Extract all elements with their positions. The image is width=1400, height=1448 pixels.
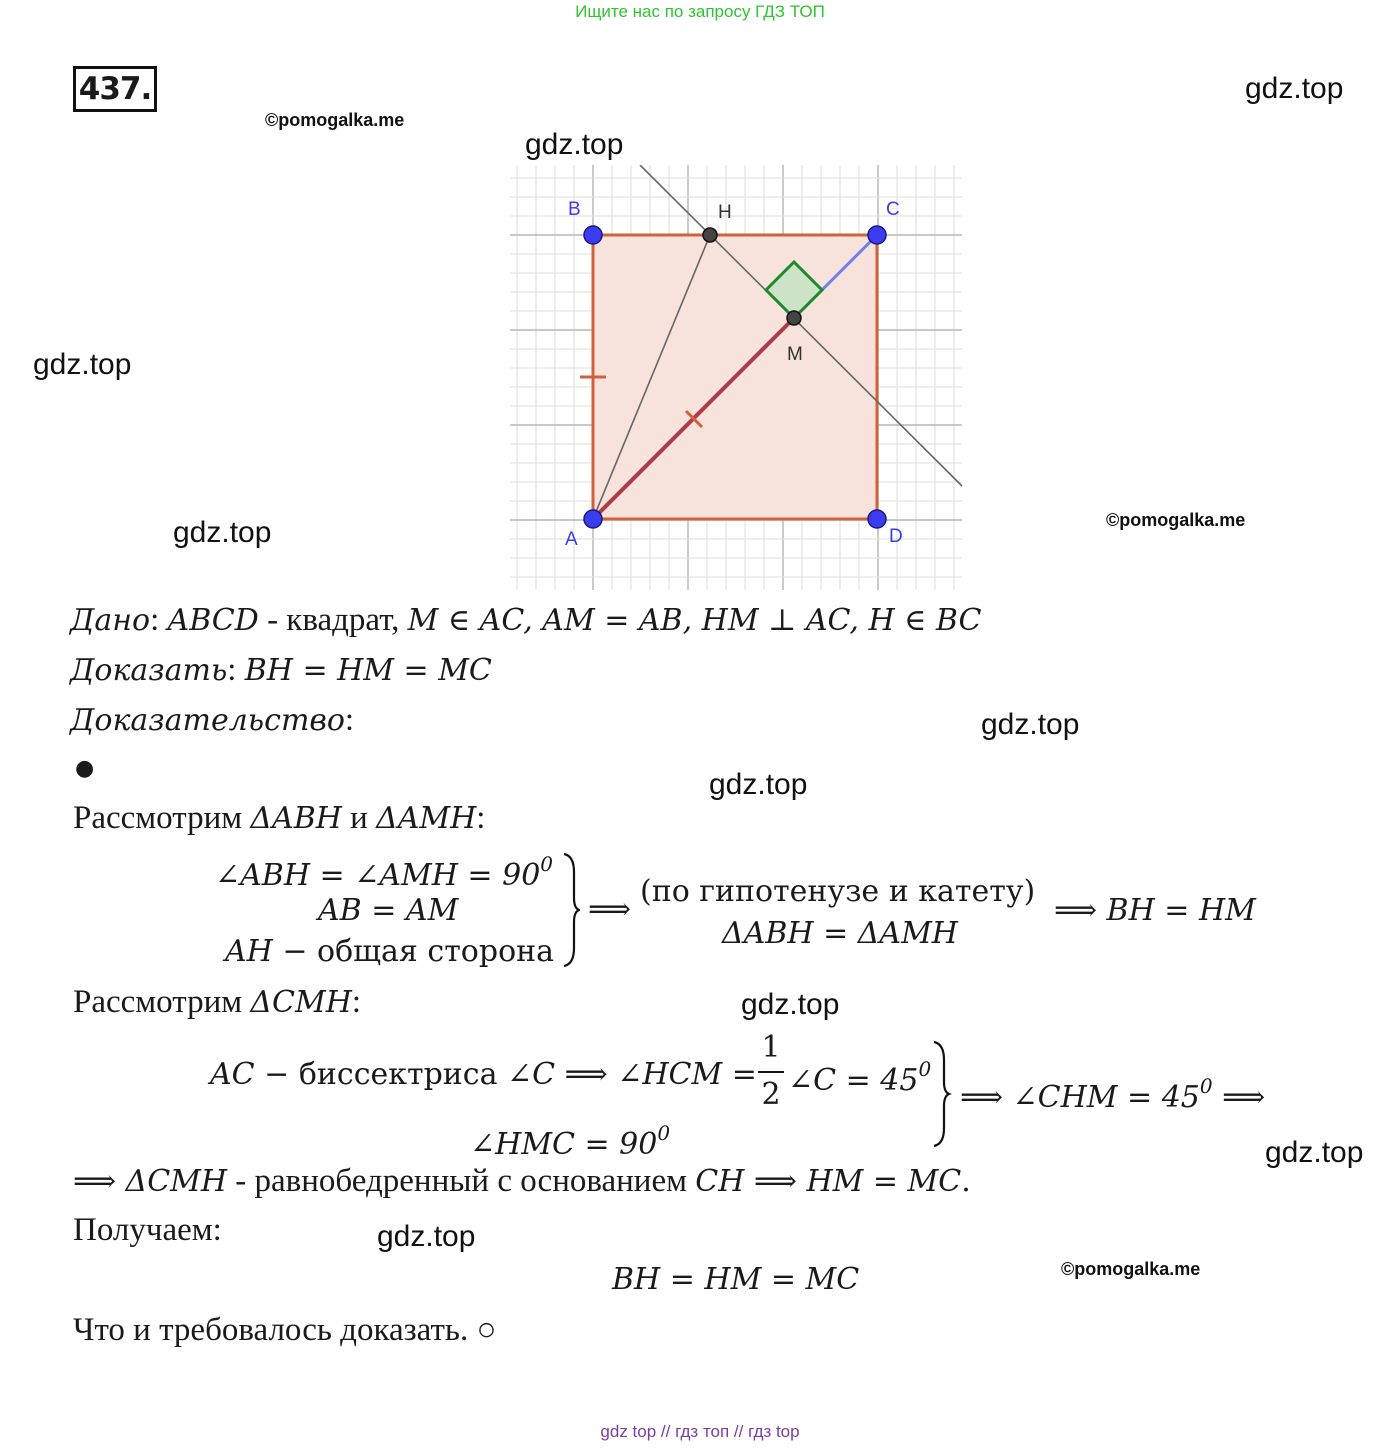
step1-line3: AH − общая сторона: [225, 934, 555, 969]
given-line: Дано: ABCD - квадрат, M ∈ AC, AM = AB, HM ⊥ AC, H ∈ BC: [70, 602, 982, 638]
given-abcd: ABCD: [167, 603, 259, 638]
step2-intro: Рассмотрим ΔCMH:: [73, 984, 362, 1020]
watermark-gdz: gdz.top: [981, 708, 1080, 741]
prove-label: Доказать: [70, 653, 228, 688]
proof-label: Доказательство: [70, 703, 345, 738]
step2-brace: [930, 1040, 952, 1148]
point-a: [584, 510, 602, 528]
step2-line2: ∠HMC = $90^0$: [470, 1121, 671, 1162]
watermark-gdz: gdz.top: [173, 516, 272, 549]
given-conditions: M ∈ AC, AM = AB, HM ⊥ AC, H ∈ BC: [407, 603, 982, 638]
point-d: [868, 510, 886, 528]
step2-line1-end: ∠C = $45^0$: [788, 1057, 932, 1098]
result-label: Получаем: [73, 1212, 213, 1248]
watermark-gdz: gdz.top: [1265, 1136, 1364, 1169]
step1-brace: [560, 852, 580, 968]
bullet: ●: [75, 756, 95, 781]
point-c: [868, 226, 886, 244]
prove-line: Доказать: BH = HM = MC: [70, 652, 492, 688]
step2-conclusion: ⟹ ΔCMH - равнобедренный с основанием CH ⟹ HM = MC.: [73, 1163, 971, 1199]
qed-line: Что и требовалось доказать. ○: [73, 1312, 497, 1348]
step1-result: ⟹ BH = HM: [1054, 893, 1256, 928]
step1-line2: AB = AM: [318, 893, 459, 928]
label-b: B: [568, 199, 581, 220]
label-a: A: [565, 529, 578, 550]
watermark-gdz: gdz.top: [525, 128, 624, 161]
geometry-figure: [510, 165, 970, 595]
final-statement: BH = HM = MC: [612, 1262, 860, 1297]
top-banner: Ищите нас по запросу ГДЗ ТОП: [575, 2, 825, 21]
given-label: Дано: [70, 603, 151, 638]
footer-links: gdz top // гдз топ // гдз top: [600, 1422, 800, 1441]
problem-number: 437.: [73, 66, 157, 112]
watermark-pomogalka: ©pomogalka.me: [1061, 1259, 1201, 1279]
point-m: [787, 311, 801, 325]
watermark-gdz: gdz.top: [709, 768, 808, 801]
watermark-gdz: gdz.top: [1245, 72, 1344, 105]
step1-congruence: ΔABH = ΔAMH: [722, 916, 958, 951]
given-square-word: - квадрат,: [258, 602, 408, 638]
watermark-gdz: gdz.top: [33, 348, 132, 381]
watermark-pomogalka: ©pomogalka.me: [265, 110, 405, 130]
result-label-line: Получаем:: [73, 1212, 222, 1248]
step1-line1: ∠ABH = ∠AMH = $90^0$: [215, 852, 554, 893]
fraction-numerator: 1: [761, 1030, 781, 1065]
fraction-bar: [758, 1071, 784, 1073]
step2-line1: AC − биссектриса ∠C ⟹ ∠HCM =: [210, 1057, 757, 1092]
fraction-denominator: 2: [761, 1077, 781, 1112]
watermark-gdz: gdz.top: [741, 988, 840, 1021]
label-m: M: [787, 344, 803, 365]
prove-statement: BH = HM = MC: [244, 653, 492, 688]
proof-label-line: Доказательство:: [70, 702, 355, 738]
step1-intro: Рассмотрим ΔABH и ΔAMH:: [73, 800, 486, 836]
step2-result: ⟹ ∠CHM = $45^0$ ⟹: [960, 1074, 1266, 1115]
point-h: [703, 228, 717, 242]
point-b: [584, 226, 602, 244]
watermark-pomogalka: ©pomogalka.me: [1106, 510, 1246, 530]
label-c: C: [886, 199, 900, 220]
step1-reason: (по гипотенузе и катету): [640, 874, 1036, 909]
step1-implies: ⟹: [588, 892, 632, 927]
watermark-gdz: gdz.top: [377, 1220, 476, 1253]
label-d: D: [889, 526, 903, 547]
label-h: H: [718, 202, 732, 223]
